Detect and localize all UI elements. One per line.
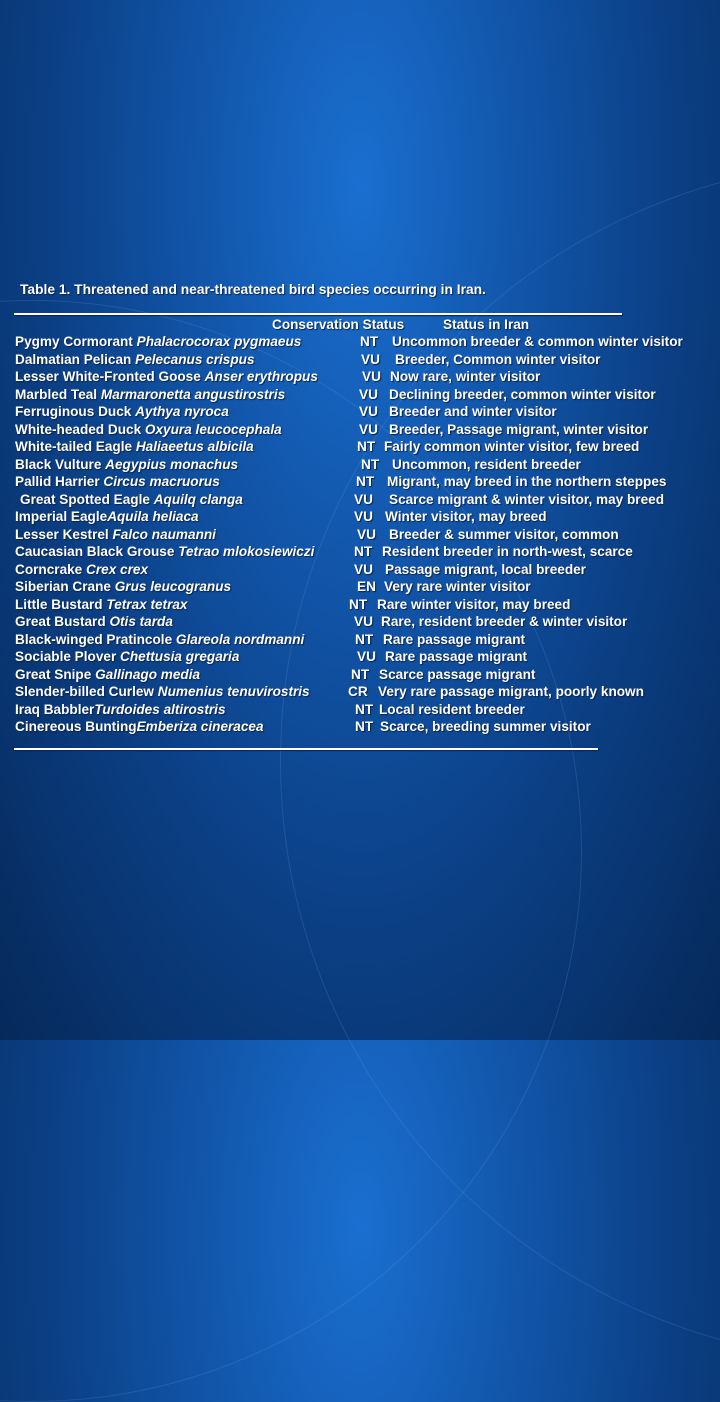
status-in-iran: Passage migrant, local breeder — [385, 561, 586, 577]
common-name: Ferruginous Duck — [15, 404, 136, 419]
conservation-status: NT — [357, 439, 376, 454]
scientific-name: Tetrao mlokosiewiczi — [178, 544, 315, 559]
common-name: Little Bustard — [15, 596, 107, 612]
conservation-status: NT — [354, 544, 373, 559]
species-list — [0, 333, 720, 736]
table-row — [0, 701, 720, 719]
species-name — [15, 648, 239, 666]
conservation-status: NT — [355, 719, 374, 734]
conservation-status: VU — [354, 614, 373, 629]
scientific-name: Otis tarda — [109, 614, 173, 629]
scientific-name: Glareola nordmanni — [175, 631, 305, 647]
scientific-name: Haliaeetus albicila — [135, 439, 254, 454]
common-name: Black-winged Pratincole — [15, 631, 176, 647]
species-name — [15, 351, 255, 369]
species-name — [15, 666, 200, 684]
species-name — [15, 631, 304, 649]
conservation-status: VU — [357, 649, 376, 664]
scientific-name: Tetrax tetrax — [106, 596, 188, 612]
table-row — [0, 351, 720, 369]
status-in-iran: Breeder, Passage migrant, winter visitor — [389, 421, 649, 437]
conservation-status: NT — [355, 631, 374, 647]
table-row — [0, 491, 720, 509]
scientific-name: Turdoides altirostris — [94, 701, 226, 717]
common-name: Slender-billed Curlew — [15, 684, 158, 699]
table-row — [0, 683, 720, 701]
conservation-status: EN — [357, 579, 376, 594]
scientific-name: Falco naumanni — [112, 526, 216, 542]
scientific-name: Aythya nyroca — [135, 404, 229, 419]
column-header-status-in-iran: Status in Iran — [443, 317, 530, 332]
scientific-name: Aquilq clanga — [153, 491, 243, 507]
status-in-iran: Very rare passage migrant, poorly known — [378, 684, 644, 699]
conservation-status: NT — [355, 701, 374, 717]
table-title: Table 1. Threatened and near-threatened bird species occurring in Iran. — [20, 282, 486, 297]
table-row — [0, 718, 720, 736]
species-name — [15, 333, 301, 351]
table-row — [0, 578, 720, 596]
conservation-status: NT — [349, 596, 368, 612]
table-row — [0, 421, 720, 439]
status-in-iran: Rare winter visitor, may breed — [377, 596, 571, 612]
species-name — [20, 491, 243, 509]
table-row — [0, 403, 720, 421]
species-name — [15, 718, 264, 736]
status-in-iran: Winter visitor, may breed — [385, 509, 547, 524]
status-in-iran: Declining breeder, common winter visitor — [389, 386, 656, 402]
table-bottom-rule — [14, 748, 598, 750]
scientific-name: Anser erythropus — [204, 369, 318, 384]
table-row — [0, 631, 720, 649]
species-name — [15, 403, 229, 421]
status-in-iran: Scarce migrant & winter visitor, may breed — [389, 491, 665, 507]
scientific-name: Chettusia gregaria — [120, 649, 240, 664]
table-row — [0, 473, 720, 491]
common-name: Cinereous Bunting — [15, 719, 137, 734]
conservation-status: VU — [359, 404, 378, 419]
conservation-status: VU — [359, 386, 378, 402]
scientific-name: Emberiza cineracea — [136, 719, 264, 734]
status-in-iran: Scarce, breeding summer visitor — [380, 719, 591, 734]
scientific-name: Oxyura leucocephala — [144, 421, 282, 437]
conservation-status: NT — [361, 456, 380, 472]
species-name — [15, 368, 318, 386]
table-row — [0, 386, 720, 404]
common-name: Great Snipe — [15, 666, 96, 682]
table-row — [0, 508, 720, 526]
status-in-iran: Local resident breeder — [379, 701, 525, 717]
table-row — [0, 613, 720, 631]
conservation-status: VU — [354, 491, 373, 507]
status-in-iran: Breeder and winter visitor — [389, 404, 557, 419]
species-name — [15, 421, 282, 439]
common-name: White-tailed Eagle — [15, 439, 136, 454]
scientific-name: Gallinago media — [95, 666, 201, 682]
species-name — [15, 613, 173, 631]
scientific-name: Aquila heliaca — [107, 509, 199, 524]
common-name: Corncrake — [15, 561, 87, 577]
table-top-rule — [14, 313, 622, 315]
common-name: Pygmy Cormorant — [15, 334, 137, 349]
common-name: Imperial Eagle — [15, 509, 108, 524]
species-name — [15, 386, 285, 404]
conservation-status: NT — [351, 666, 370, 682]
scientific-name: Crex crex — [86, 561, 149, 577]
conservation-status: VU — [361, 351, 380, 367]
table-row — [0, 561, 720, 579]
scientific-name: Phalacrocorax pygmaeus — [136, 334, 302, 349]
status-in-iran: Scarce passage migrant — [379, 666, 536, 682]
table-row — [0, 526, 720, 544]
status-in-iran: Rare passage migrant — [383, 631, 526, 647]
table-row — [0, 596, 720, 614]
species-name — [15, 438, 254, 456]
species-name — [15, 683, 310, 701]
scientific-name: Grus leucogranus — [114, 579, 232, 594]
scientific-name: Circus macruorus — [103, 474, 220, 489]
status-in-iran: Uncommon, resident breeder — [392, 456, 581, 472]
common-name: White-headed Duck — [15, 421, 145, 437]
species-name — [15, 543, 314, 561]
status-in-iran: Resident breeder in north-west, scarce — [382, 544, 633, 559]
status-in-iran: Fairly common winter visitor, few breed — [384, 439, 640, 454]
species-name — [15, 596, 188, 614]
species-name — [15, 473, 220, 491]
common-name: Dalmatian Pelican — [15, 351, 136, 367]
status-in-iran: Rare, resident breeder & winter visitor — [381, 614, 628, 629]
scientific-name: Aegypius monachus — [105, 456, 239, 472]
common-name: Lesser White-Fronted Goose — [15, 369, 205, 384]
species-name — [15, 561, 148, 579]
common-name: Siberian Crane — [15, 579, 115, 594]
scientific-name: Pelecanus crispus — [135, 351, 255, 367]
common-name: Great Spotted Eagle — [20, 491, 154, 507]
common-name: Great Bustard — [15, 614, 110, 629]
table-row — [0, 666, 720, 684]
status-in-iran: Migrant, may breed in the northern steppes — [387, 474, 667, 489]
column-header-conservation-status: Conservation Status — [272, 317, 405, 332]
table-row — [0, 456, 720, 474]
conservation-status: VU — [359, 421, 378, 437]
table-row — [0, 333, 720, 351]
species-name — [15, 456, 238, 474]
table-row — [0, 648, 720, 666]
status-in-iran: Rare passage migrant — [385, 649, 528, 664]
common-name: Lesser Kestrel — [15, 526, 113, 542]
status-in-iran: Breeder, Common winter visitor — [395, 351, 601, 367]
conservation-status: VU — [354, 561, 373, 577]
conservation-status: NT — [360, 334, 379, 349]
conservation-status: VU — [362, 369, 381, 384]
common-name: Iraq Babbler — [15, 701, 95, 717]
status-in-iran: Uncommon breeder & common winter visitor — [392, 334, 683, 349]
species-name — [15, 508, 199, 526]
scientific-name: Marmaronetta angustirostris — [100, 386, 286, 402]
species-name — [15, 526, 216, 544]
conservation-status: VU — [357, 526, 376, 542]
table-row — [0, 543, 720, 561]
table-row — [0, 438, 720, 456]
conservation-status: NT — [356, 474, 375, 489]
common-name: Caucasian Black Grouse — [15, 544, 179, 559]
common-name: Sociable Plover — [15, 649, 121, 664]
species-name — [15, 578, 231, 596]
table-row — [0, 368, 720, 386]
status-in-iran: Very rare winter visitor — [384, 579, 531, 594]
common-name: Black Vulture — [15, 456, 106, 472]
conservation-status: CR — [348, 684, 368, 699]
common-name: Pallid Harrier — [15, 474, 104, 489]
species-name — [15, 701, 226, 719]
status-in-iran: Now rare, winter visitor — [390, 369, 541, 384]
status-in-iran: Breeder & summer visitor, common — [389, 526, 619, 542]
common-name: Marbled Teal — [15, 386, 101, 402]
scientific-name: Numenius tenuvirostris — [157, 684, 310, 699]
conservation-status: VU — [354, 509, 373, 524]
